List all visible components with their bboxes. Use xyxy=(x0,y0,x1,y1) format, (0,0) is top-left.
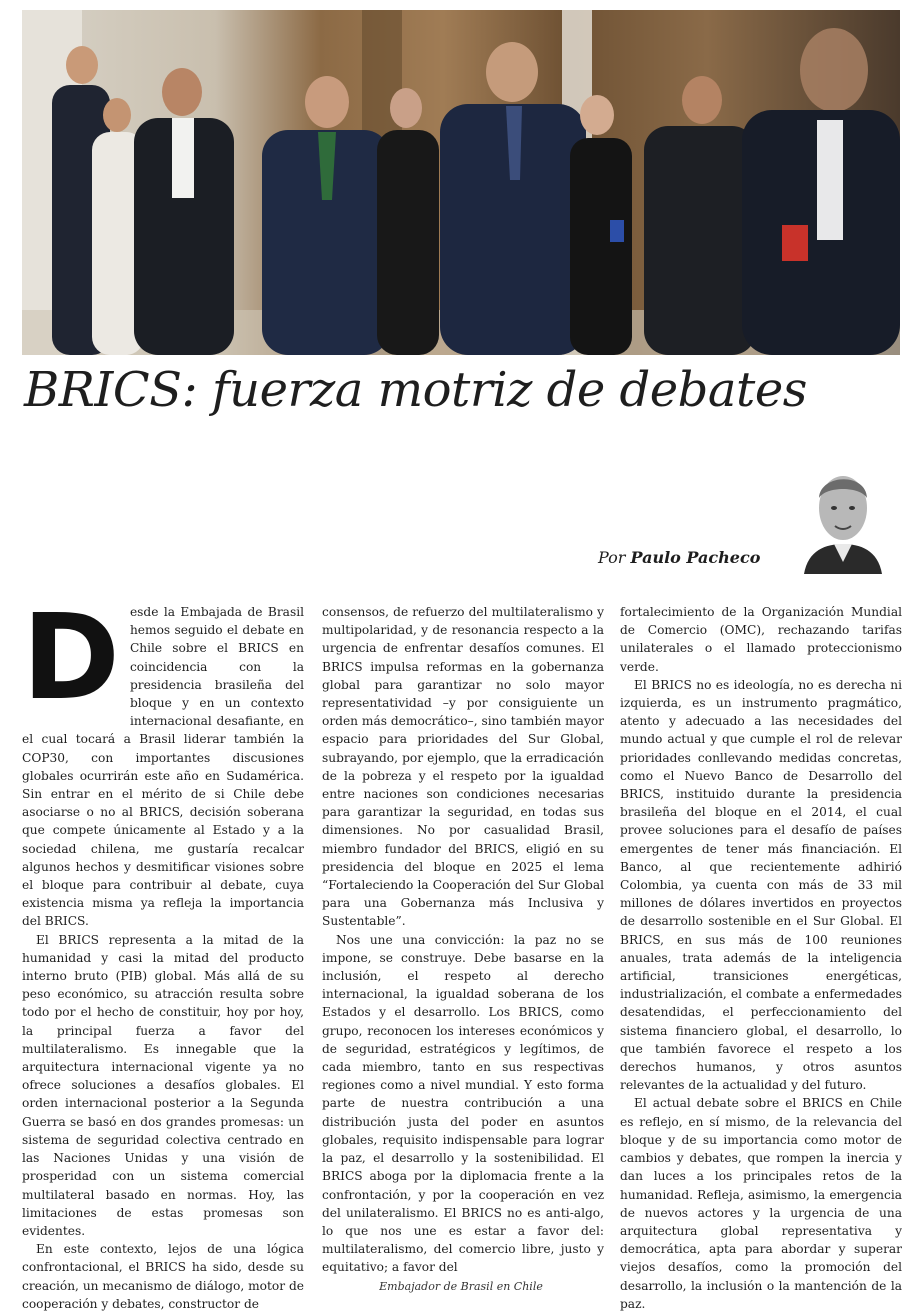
headline: BRICS: fuerza motriz de debates xyxy=(24,362,807,418)
paragraph: consensos, de refuerzo del multilateralismo y multipolaridad, y de resonancia respecto a la urgencia de enfrentar desafíos comunes. El BRICS impulsa reformas en la gobernanza global para garantizar no solo mayor representatividad –y por consiguiente un orden más democrático–, sino también mayor espacio para prioridades del Sur Global, subrayando, por ejemplo, que la erradicación de la pobreza y el respeto por la igualdad entre naciones son condiciones necesarias para garantizar la seguridad, en todas sus dimensiones. No por casualidad Brasil, miembro fundador del BRICS, eligió en su presidencia del bloque en 2025 el lema “Fortaleciendo la Cooperación del Sur Global para una Gobernanza más Inclusiva y Sustentable”. xyxy=(322,605,604,929)
paragraph: esde la Embajada de Brasil hemos seguido el debate en Chile sobre el BRICS en coincidencia con la presidencia brasileña del bloque y en un contexto internacional desafiante, en el cual tocará a Brasil liderar también la COP30, con importantes discusiones globales ocurrirán este año en Sudamérica. Sin entrar en el mérito de si Chile debe asociarse o no al BRICS, decisión soberana que compete únicamente al Estado y a la sociedad chilena, me gustaría recalcar algunos hechos y desmitificar visiones sobre el bloque para contribuir al debate, cuya existencia misma ya refleja la importancia del BRICS. xyxy=(22,605,304,929)
article-column-2 xyxy=(322,603,604,1277)
lead-photo xyxy=(22,10,900,355)
article-column-1 xyxy=(22,588,304,1313)
lead-photo-illustration xyxy=(22,10,900,355)
author-title-footer: Embajador de Brasil en Chile xyxy=(379,1280,543,1293)
paragraph: El actual debate sobre el BRICS en Chile es reflejo, en sí mismo, de la relevancia del bloque y de su importancia como motor de cambios y debates, que rompen la inercia y dan luces a los principales retos de la humanidad. Refleja, asimismo, la emergencia de nuevos actores y la urgencia de una arquitectura global representativa y democrática, apta para abordar y superar viejos desafíos, como la promoción del desarrollo, la inclusión o la mantención de la paz. xyxy=(620,1096,902,1311)
paragraph: El BRICS representa a la mitad de la humanidad y casi la mitad del producto interno bruto (PIB) global. Más allá de su peso económico, su atracción resulta sobre todo por el hecho de constituir, hoy por hoy, la principal fuerza a favor del multilateralismo. Es innegable que la arquitectura internacional vigente ya no ofrece soluciones a desafíos globales. El orden internacional posterior a la Segunda Guerra se basó en dos grandes promesas: un sistema de seguridad colectiva centrado en las Naciones Unidas y una visión de prosperidad con un sistema comercial multilateral basado en normas. Hoy, las limitaciones de estas promesas son evidentes. xyxy=(22,932,304,1238)
article-column-3 xyxy=(620,603,902,1313)
byline-prefix: Por xyxy=(598,548,626,567)
paragraph: Nos une una convicción: la paz no se impone, se construye. Debe basarse en la inclusión, el respeto al derecho internacional, la igualdad soberana de los Estados y el desarrollo. Los BRICS, como grupo, reconocen los intereses económicos y de seguridad, estratégicos y legítimos, de cada miembro, tanto en sus respectivas regiones como a nivel mundial. Y esto forma parte de nuestra contribución a una distribución justa del poder en asuntos globales, requisito indispensable para lograr la paz, el desarrollo y la sostenibilidad. El BRICS aboga por la diplomacia frente a la confrontación, y por la cooperación en vez del unilateralismo. El BRICS no es anti-algo, lo que nos une es estar a favor del: multilateralismo, del comercio libre, justo y equitativo; a favor del xyxy=(322,932,604,1275)
byline xyxy=(598,548,760,567)
byline-author: Paulo Pacheco xyxy=(630,548,761,567)
paragraph: El BRICS no es ideología, no es derecha ni izquierda, es un instrumento pragmático, atento y adecuado a las necesidades del mundo actual y que cumple el rol de relevar prioridades conllevando medidas concretas, como el Nuevo Banco de Desarrollo del BRICS, instituido durante la presidencia brasileña del bloque en el 2014, el cual provee soluciones para el desafío de países emergentes de tener más financiación. El Banco, al que recientemente adhirió Colombia, ya cuenta con más de 33 mil millones de dólares invertidos en proyectos de desarrollo sostenible en el Sur Global. El BRICS, en sus más de 100 reuniones anuales, trata además de la inteligencia artificial, transiciones energéticas, industrialización, el combate a enfermedades desatendidas, el perfeccionamiento del sistema financiero global, el desarrollo, lo que también favorece el respeto a los derechos humanos, y otros asuntos relevantes de la actualidad y del futuro. xyxy=(620,677,902,1093)
paragraph: En este contexto, lejos de una lógica confrontacional, el BRICS ha sido, desde su creación, un mecanismo de diálogo, motor de cooperación y debates, constructor de xyxy=(22,1242,304,1311)
author-portrait xyxy=(800,458,886,574)
drop-cap: D xyxy=(22,588,120,726)
paragraph: fortalecimiento de la Organización Mundial de Comercio (OMC), rechazando tarifas unilaterales o el llamado proteccionismo verde. xyxy=(620,605,902,674)
